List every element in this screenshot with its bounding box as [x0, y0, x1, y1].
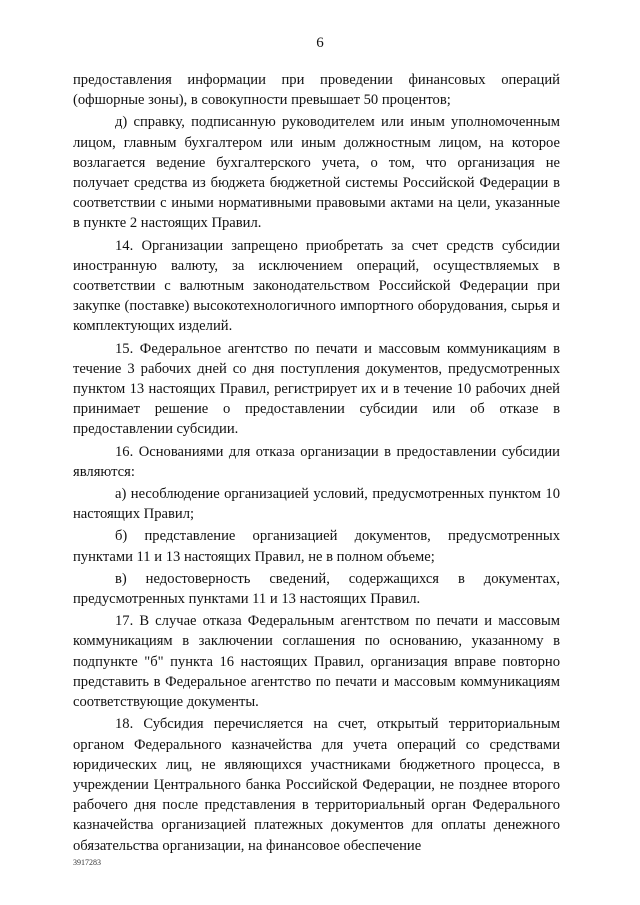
paragraph-item-d: д) справку, подписанную руководителем или иным уполномоченным лицом, главным бухгалтером или иным должностным лицом, на которое возлагается ведение бухгалтерского учета, о том, что организация не получает средства из бюджета бюджетной системы Российской Федерации в соответствии с иными нормативными правовыми актами на цели, указанные в пункте 2 настоящих Правил. — [73, 114, 560, 232]
paragraph-15: 15. Федеральное агентство по печати и массовым коммуникациям в течение 3 рабочих дней со дня поступления документов, предусмотренных пунктом 13 настоящих Правил, регистрирует их и в течение 10 рабочих дней принимает решение о предоставлении субсидии или об отказе в предоставлении субсидии. — [73, 340, 560, 438]
paragraph-16: 16. Основаниями для отказа организации в предоставлении субсидии являются: — [73, 443, 560, 480]
page-number: 6 — [316, 35, 324, 51]
paragraph-17: 17. В случае отказа Федеральным агентством по печати и массовым коммуникациям в заключении соглашения по основанию, указанному в подпункте "б" пункта 16 настоящих Правил, организация вправе повторно представить в Федеральное агентство по печати и массовым коммуникациям соответствующие документы. — [73, 613, 560, 711]
document-body — [73, 70, 560, 858]
paragraph-continuation: предоставления информации при проведении финансовых операций (офшорные зоны), в совокупности превышает 50 процентов; — [73, 72, 560, 109]
paragraph-16-a: а) несоблюдение организацией условий, предусмотренных пунктом 10 настоящих Правил; — [73, 486, 560, 523]
paragraph-14: 14. Организации запрещено приобретать за счет средств субсидии иностранную валюту, за исключением операций, осуществляемых в соответствии с валютным законодательством Российской Федерации при закупке (поставке) высокотехнологичного импортного оборудования, сырья и комплектующих изделий. — [73, 237, 560, 335]
paragraph-18: 18. Субсидия перечисляется на счет, открытый территориальным органом Федерального казначейства для учета операций со средствами юридических лиц, не являющихся участниками бюджетного процесса, в учреждении Центрального банка Российской Федерации, не позднее второго рабочего дня после представления в территориальный орган Федерального казначейства организацией платежных документов для оплаты денежного обязательства организации, на финансовое обеспечение — [73, 716, 560, 854]
paragraph-16-b: б) представление организацией документов, предусмотренных пунктами 11 и 13 настоящих Правил, не в полном объеме; — [73, 528, 560, 565]
paragraph-16-v: в) недостоверность сведений, содержащихся в документах, предусмотренных пунктами 11 и 13 настоящих Правил. — [73, 570, 560, 608]
document-code: 3917283 — [73, 858, 101, 867]
